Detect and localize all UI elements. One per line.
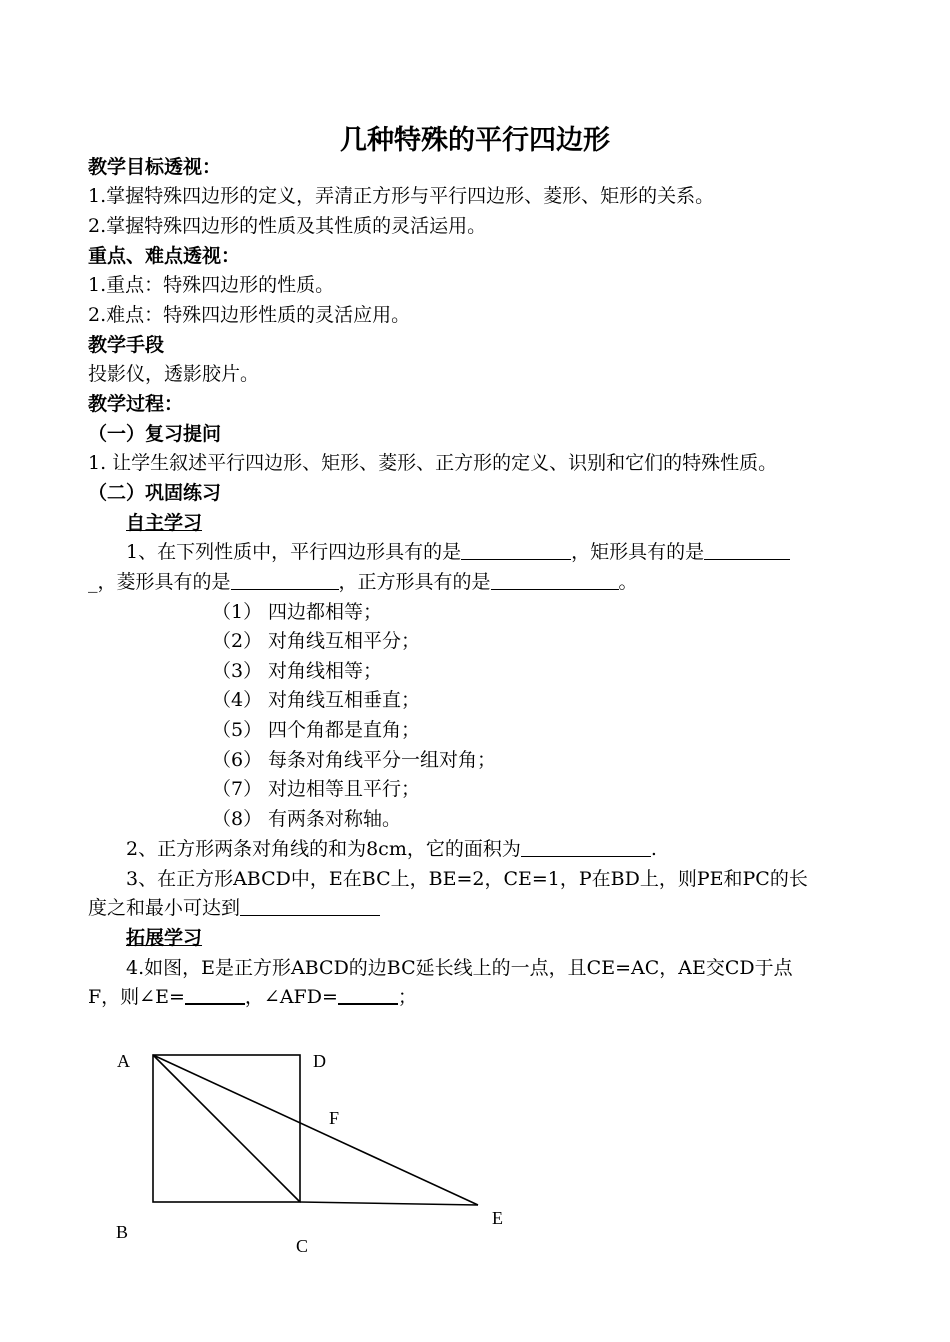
question-2: 2、正方形两条对角线的和为8cm，它的面积为 . (126, 838, 657, 860)
label-d: D (313, 1051, 326, 1071)
q1-text-b: ，矩形具有的是 (571, 541, 705, 563)
question-4-line-2: F，则∠E= ，∠AFD= ； (88, 986, 417, 1008)
option-item: （3） 对角线相等； (212, 660, 383, 682)
goal-2: 2.掌握特殊四边形的性质及其性质的灵活运用。 (88, 215, 487, 237)
option-item: （6） 每条对角线平分一组对角； (212, 749, 497, 771)
part1-item: 1. 让学生叙述平行四边形、矩形、菱形、正方形的定义、识别和它们的特殊性质。 (88, 452, 778, 474)
label-c: C (296, 1236, 309, 1256)
means-heading: 教学手段 (88, 334, 165, 356)
line-ae (153, 1055, 478, 1205)
label-f: F (329, 1108, 340, 1128)
diagonal-ac (153, 1055, 300, 1202)
question-3-line-1: 3、在正方形ABCD中，E在BC上，BE=2，CE=1，P在BD上，则PE和PC的长 (126, 868, 808, 890)
option-item: （1） 四边都相等； (212, 601, 383, 623)
extend-study-heading: 拓展学习 (126, 927, 203, 949)
process-heading: 教学过程： (88, 393, 184, 415)
option-item: （8） 有两条对称轴。 (212, 808, 402, 830)
self-study-heading: 自主学习 (126, 512, 203, 534)
q1-text-c: _，菱形具有的是 (88, 571, 231, 593)
q1-text-e: 。 (618, 571, 638, 593)
segment-ce (300, 1202, 478, 1205)
focus-1: 1.重点：特殊四边形的性质。 (88, 274, 335, 296)
label-b: B (116, 1222, 129, 1242)
q1-text-a: 1、在下列性质中，平行四边形具有的是 (126, 541, 462, 563)
option-item: （2） 对角线互相平分； (212, 630, 421, 652)
goal-1: 1.掌握特殊四边形的定义，弄清正方形与平行四边形、菱形、矩形的关系。 (88, 185, 715, 207)
goals-heading: 教学目标透视： (88, 156, 222, 178)
q1-text-d: ，正方形具有的是 (338, 571, 491, 593)
option-item: （5） 四个角都是直角； (212, 719, 421, 741)
question-3-line-2: 度之和最小可达到 (88, 896, 380, 920)
focus-heading: 重点、难点透视： (88, 245, 241, 267)
label-a: A (117, 1051, 130, 1071)
focus-2: 2.难点：特殊四边形性质的灵活应用。 (88, 304, 411, 326)
means-text: 投影仪，透影胶片。 (88, 363, 260, 385)
option-item: （4） 对角线互相垂直； (212, 689, 421, 711)
part2-heading: （二）巩固练习 (88, 482, 222, 504)
part1-heading: （一）复习提问 (88, 423, 222, 445)
question-4-line-1: 4.如图，E是正方形ABCD的边BC延长线上的一点，且CE=AC，AE交CD于点 (126, 957, 793, 979)
option-item: （7） 对边相等且平行； (212, 778, 421, 800)
page-title: 几种特殊的平行四边形 (340, 125, 610, 156)
label-e: E (492, 1208, 503, 1228)
